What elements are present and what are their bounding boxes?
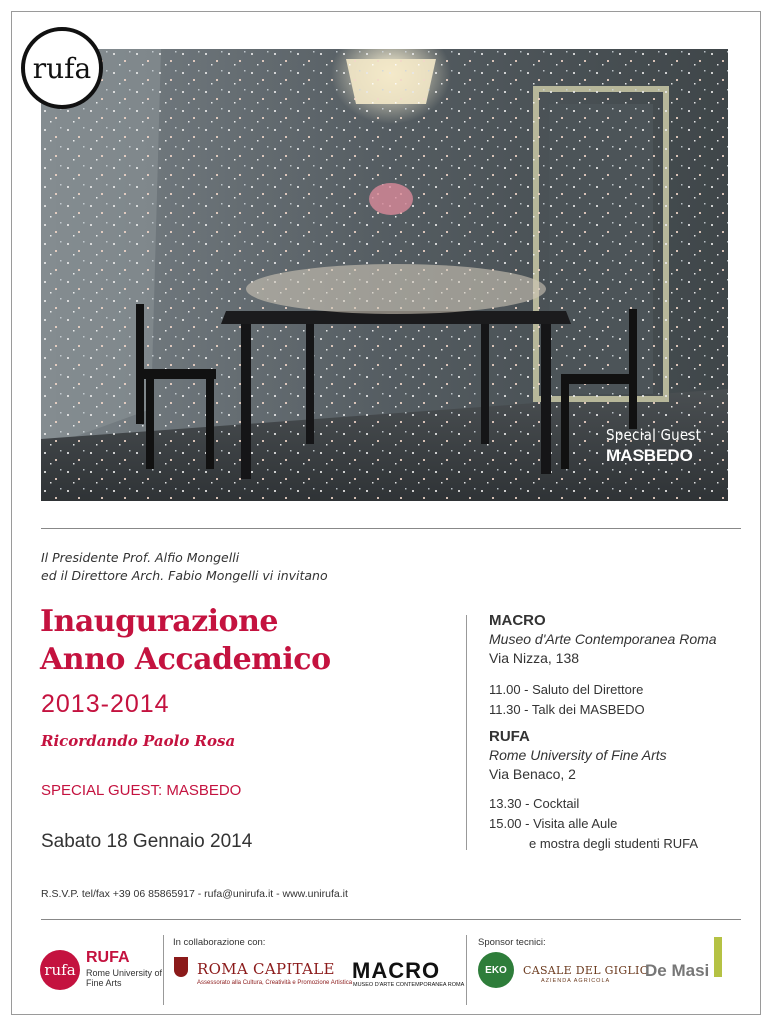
sponsor-label: Sponsor tecnici: <box>478 937 546 948</box>
rufa-footer-logo-text: rufa <box>44 961 76 979</box>
photo-caption <box>606 426 701 466</box>
macro-logo-subtitle: MUSEO D'ARTE CONTEMPORANEA ROMA <box>353 982 465 988</box>
venue-address: Via Nizza, 138 <box>489 650 580 666</box>
de-masi-logo: De Masi <box>645 961 710 980</box>
event-date: Sabato 18 Gennaio 2014 <box>41 831 253 852</box>
special-guest-label: Special Guest <box>606 426 702 444</box>
venue-full-name: Rome University of Fine Arts <box>489 747 667 763</box>
venue-name: RUFA <box>489 728 530 745</box>
title-line-2: Anno Accademico <box>40 642 331 677</box>
event-title <box>40 603 331 679</box>
rufa-footer-subtitle: Rome University of Fine Arts <box>86 968 163 988</box>
rsvp-contact: R.S.V.P. tel/fax +39 06 85865917 - rufa@unirufa.it - www.unirufa.it <box>41 888 348 900</box>
schedule-macro <box>489 680 645 720</box>
venue-address: Via Benaco, 2 <box>489 766 576 782</box>
invitation-text <box>41 549 328 585</box>
schedule-item: 15.00 - Visita alle Aule <box>489 816 618 831</box>
column-divider <box>466 615 467 850</box>
schedule-item: e mostra degli studenti RUFA <box>529 836 699 851</box>
venue-macro <box>489 612 717 666</box>
eko-logo-text: EKO <box>485 964 507 976</box>
schedule-item: 11.30 - Talk dei MASBEDO <box>489 702 645 717</box>
venue-rufa <box>489 728 667 782</box>
schedule-item: 11.00 - Saluto del Direttore <box>489 682 644 697</box>
venue-full-name: Museo d'Arte Contemporanea Roma <box>489 631 717 647</box>
macro-logo: MACRO <box>352 958 441 983</box>
schedule-item: 13.30 - Cocktail <box>489 796 580 811</box>
title-line-1: Inaugurazione <box>40 604 278 639</box>
collaboration-label: In collaborazione con: <box>173 937 266 948</box>
invite-line-2: ed il Direttore Arch. Fabio Mongelli vi invitano <box>41 568 328 583</box>
roma-capitale-name: ROMA CAPITALE <box>197 960 335 978</box>
casale-del-giglio-logo: CASALE DEL GIGLIO <box>523 964 650 977</box>
academic-years: 2013-2014 <box>41 690 170 718</box>
special-guest-name: MASBEDO <box>606 446 693 465</box>
rufa-footer-logo <box>40 950 80 990</box>
footer-divider-1 <box>163 935 164 1005</box>
event-subtitle: Ricordando Paolo Rosa <box>41 732 236 750</box>
invite-line-1: Il Presidente Prof. Alfio Mongelli <box>41 550 240 565</box>
divider-bottom <box>41 919 741 920</box>
roma-crest-icon <box>174 957 188 977</box>
venue-name: MACRO <box>489 612 546 629</box>
rufa-footer-name: RUFA <box>86 949 130 966</box>
casale-del-giglio-subtitle: AZIENDA AGRICOLA <box>541 978 611 984</box>
roma-capitale-subtitle: Assessorato alla Cultura, Creatività e Promozione Artistica <box>197 980 353 986</box>
eko-logo <box>478 952 514 988</box>
schedule-rufa <box>489 794 698 854</box>
rufa-logo-text: rufa <box>32 51 92 85</box>
divider-top <box>41 528 741 529</box>
rufa-logo <box>21 27 103 109</box>
de-masi-bar-icon <box>714 937 722 977</box>
special-guest-line: SPECIAL GUEST: MASBEDO <box>41 782 242 799</box>
footer-divider-2 <box>466 935 467 1005</box>
